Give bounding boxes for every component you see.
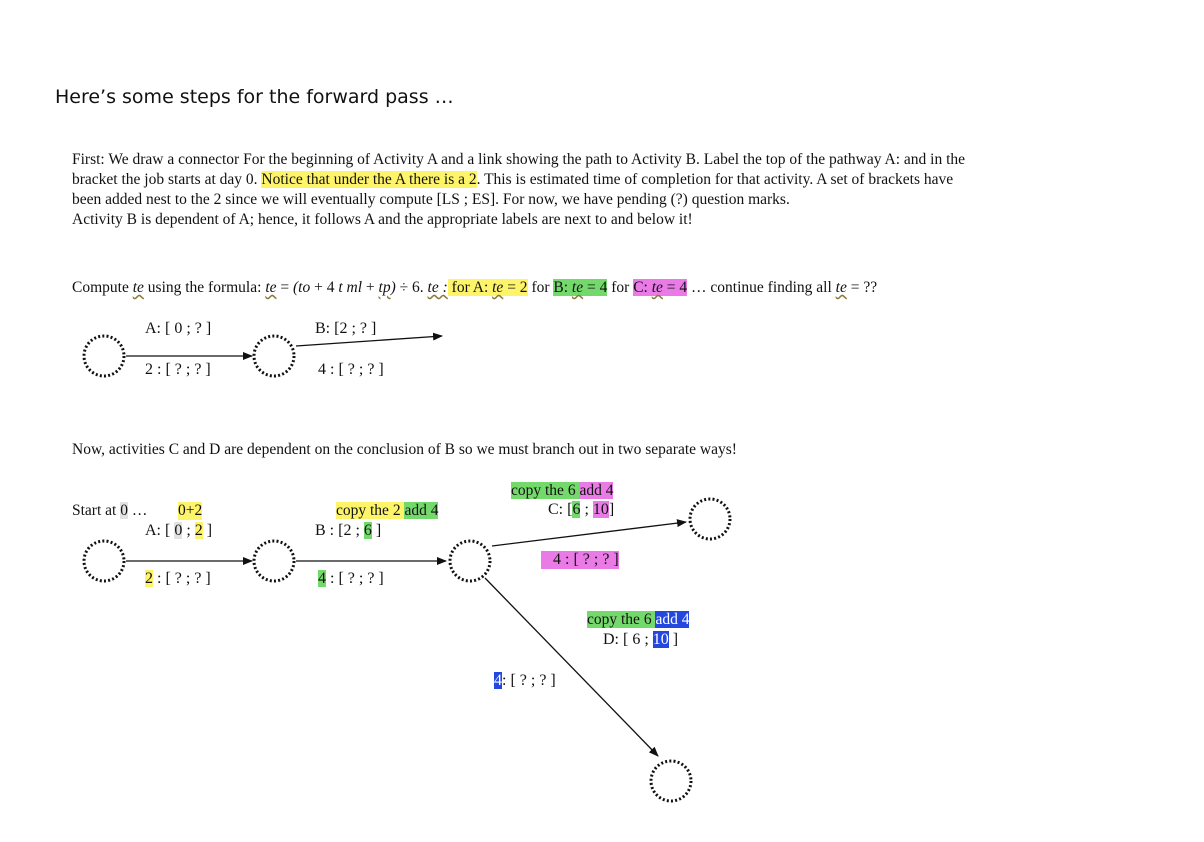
node-b-1: [254, 336, 294, 376]
copy-note-c: copy the 6 add 4: [511, 482, 614, 499]
node-start-2: [84, 541, 124, 581]
formula-line: Compute te using the formula: te = (to + 4 t ml + tp) ÷ 6. te : for A: te = 2 for B: te = 4 for C: te = 4 … continue finding all te = ??: [72, 279, 878, 296]
activity-c-label: C: [6 ; 10]: [548, 501, 615, 518]
zero-plus-two-note: 0+2: [178, 502, 203, 519]
activity-a-duration-1: 2 : [ ? ; ? ]: [145, 361, 211, 378]
node-start-1: [84, 336, 124, 376]
copy-note-b: copy the 2 add 4: [336, 502, 439, 519]
branch-explanation: Now, activities C and D are dependent on the conclusion of B so we must branch out in two separate ways!: [72, 441, 737, 458]
activity-a-label-2: A: [ 0 ; 2 ]: [145, 522, 213, 539]
arrow-d: [485, 578, 658, 756]
activity-b-label-1: B: [2 ; ? ]: [315, 320, 377, 337]
formula-for-c: C: te = 4: [633, 279, 688, 296]
formula-for-a: for A: te = 2: [447, 279, 528, 296]
activity-a-label-1: A: [ 0 ; ? ]: [145, 320, 212, 337]
activity-d-duration: 4: [ ? ; ? ]: [494, 672, 556, 689]
activity-b-duration-1: 4 : [ ? ; ? ]: [318, 361, 384, 378]
node-branch: [450, 541, 490, 581]
node-d: [651, 761, 691, 801]
formula-for-b: B: te = 4: [553, 279, 608, 296]
paragraph-line-1: First: We draw a connector For the beginning of Activity A and a link showing the path to Activity B. Label the top of the pathway A: and in the: [72, 151, 966, 168]
activity-a-duration-2: 2 : [ ? ; ? ]: [145, 570, 211, 587]
paragraph-line-2c: . This is estimated time of completion for that activity. A set of brackets have: [476, 171, 954, 188]
paragraph-line-4: Activity B is dependent of A; hence, it follows A and the appropriate labels are next to and below it!: [72, 211, 693, 228]
activity-d-label: D: [ 6 ; 10 ]: [603, 631, 679, 648]
activity-b-label-2: B : [2 ; 6 ]: [315, 522, 382, 539]
activity-b-duration-2: 4 : [ ? ; ? ]: [318, 570, 384, 587]
paragraph-highlight: Notice that under the A there is a 2: [261, 171, 477, 188]
start-label: Start at 0 …: [72, 502, 148, 519]
arrow-c: [492, 522, 686, 546]
paragraph-line-2a: bracket the job starts at day 0.: [72, 171, 262, 188]
copy-note-d: copy the 6 add 4: [587, 611, 690, 628]
paragraph-line-3: been added nest to the 2 since we will eventually compute [LS ; ES]. For now, we have pending (?) question marks.: [72, 191, 790, 208]
node-b-2: [254, 541, 294, 581]
activity-c-duration: 4 : [ ? ; ? ]: [541, 551, 619, 569]
node-c: [690, 499, 730, 539]
page-title: Here’s some steps for the forward pass …: [55, 86, 454, 108]
